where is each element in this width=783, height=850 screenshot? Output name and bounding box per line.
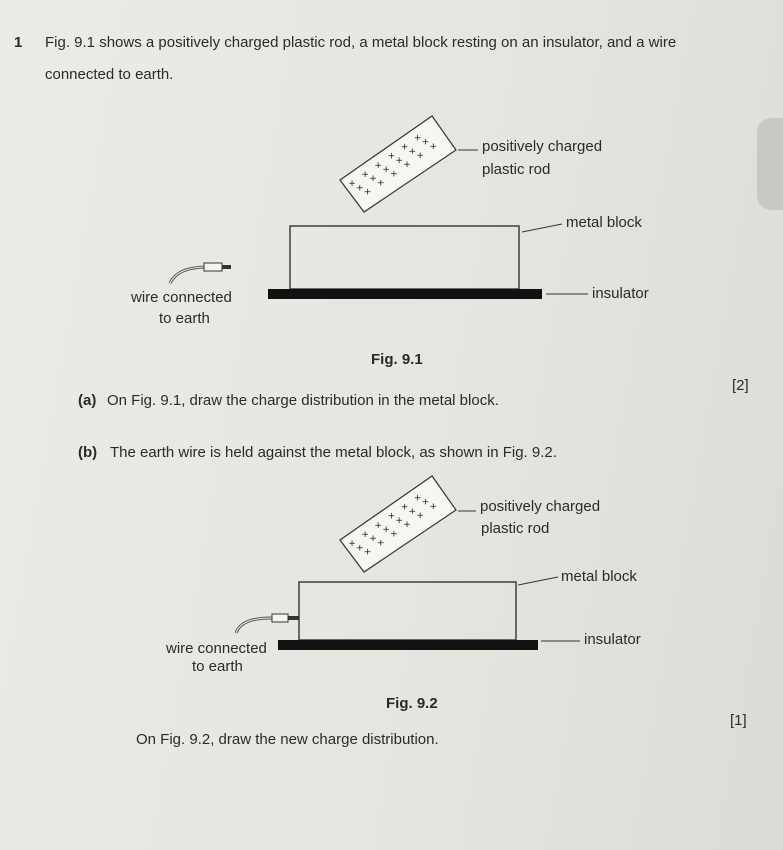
- positive-charge-mark: +: [348, 539, 356, 549]
- positive-charge-mark: +: [408, 506, 417, 517]
- positive-charge-mark: +: [361, 169, 369, 180]
- positive-charge-mark: +: [400, 502, 409, 513]
- part-a-text: On Fig. 9.1, draw the charge distribution in the metal block.: [107, 392, 499, 409]
- fig1-wire-label-line-2: to earth: [159, 310, 210, 327]
- part-b-marks: [1]: [730, 712, 747, 729]
- part-a-marks: [2]: [732, 377, 749, 394]
- question-number: 1: [14, 34, 23, 51]
- positive-charge-mark: +: [421, 497, 430, 508]
- part-b-letter: (b): [78, 444, 98, 461]
- fig1-earth-wire: [170, 263, 231, 283]
- fig2-insulator: [278, 640, 538, 650]
- question-intro-line-2: connected to earth.: [45, 66, 174, 83]
- fig2-block-leader-line: [518, 577, 558, 585]
- positive-charge-mark: +: [369, 534, 377, 545]
- fig2-wire-label-line-2: to earth: [192, 658, 243, 675]
- positive-charge-mark: +: [356, 543, 364, 554]
- fig2-caption: Fig. 9.2: [386, 695, 438, 712]
- fig2-rod-label-line-1: positively charged: [480, 498, 601, 515]
- positive-charge-mark: +: [374, 160, 382, 171]
- positive-charge-mark: +: [374, 520, 382, 531]
- positive-charge-mark: +: [429, 502, 438, 512]
- positive-charge-mark: +: [421, 137, 430, 148]
- fig2-earth-wire: [236, 614, 299, 633]
- positive-charge-mark: +: [403, 520, 411, 531]
- fig1-rod-label-line-1: positively charged: [482, 138, 603, 155]
- fig1-metal-block: [290, 226, 519, 289]
- fig2-wire-label-line-1: wire connected: [166, 640, 267, 657]
- positive-charge-mark: +: [356, 183, 364, 194]
- fig2-plastic-rod: [340, 476, 456, 572]
- part-b-text: The earth wire is held against the metal block, as shown in Fig. 9.2.: [110, 444, 557, 461]
- positive-charge-mark: +: [348, 179, 356, 189]
- positive-charge-mark: +: [377, 538, 385, 549]
- positive-charge-mark: +: [395, 155, 403, 166]
- fig1-caption: Fig. 9.1: [371, 351, 423, 368]
- positive-charge-mark: +: [395, 515, 403, 526]
- positive-charge-mark: +: [369, 174, 377, 185]
- fig1-wire-label-line-1: wire connected: [131, 289, 232, 306]
- positive-charge-mark: +: [382, 525, 390, 535]
- question-intro-line-1: Fig. 9.1 shows a positively charged plastic rod, a metal block resting on an insulator, and a wire: [45, 34, 677, 51]
- positive-charge-mark: +: [429, 142, 438, 152]
- positive-charge-mark: +: [363, 187, 372, 198]
- fig1-insulator: [268, 289, 542, 299]
- positive-charge-mark: +: [390, 169, 398, 180]
- positive-charge-mark: +: [387, 151, 396, 162]
- positive-charge-mark: +: [382, 165, 390, 175]
- positive-charge-mark: +: [408, 146, 417, 157]
- fig2-metal-block-label: metal block: [561, 568, 637, 585]
- fig1-block-leader-line: [522, 224, 562, 232]
- part-a-letter: (a): [78, 392, 97, 409]
- fig2-insulator-label: insulator: [584, 631, 641, 648]
- fig1-insulator-label: insulator: [592, 285, 649, 302]
- fig2-rod-label-line-2: plastic rod: [481, 520, 550, 537]
- positive-charge-mark: +: [413, 133, 422, 144]
- positive-charge-mark: +: [403, 160, 411, 171]
- positive-charge-mark: +: [390, 529, 398, 540]
- fig1-plastic-rod: [340, 116, 456, 212]
- fig1-metal-block-label: metal block: [566, 214, 642, 231]
- positive-charge-mark: +: [416, 511, 424, 522]
- positive-charge-mark: +: [377, 178, 385, 189]
- positive-charge-mark: +: [387, 511, 396, 522]
- positive-charge-mark: +: [361, 529, 369, 540]
- positive-charge-mark: +: [400, 142, 409, 153]
- positive-charge-mark: +: [413, 493, 422, 504]
- part-b-instruction: On Fig. 9.2, draw the new charge distribution.: [136, 731, 439, 748]
- fig1-rod-label-line-2: plastic rod: [482, 161, 551, 178]
- fig2-metal-block: [299, 582, 516, 640]
- positive-charge-mark: +: [363, 547, 372, 558]
- positive-charge-mark: +: [416, 151, 424, 162]
